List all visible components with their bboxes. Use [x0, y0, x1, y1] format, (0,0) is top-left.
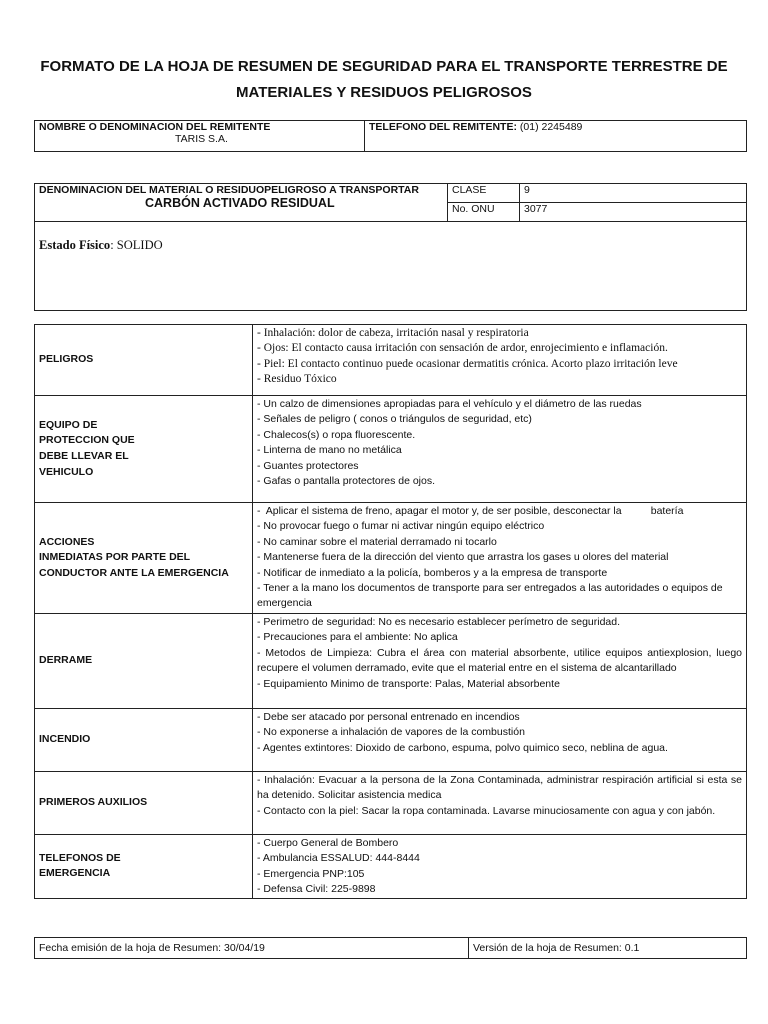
section-content — [253, 835, 747, 899]
section-line: - Perimetro de seguridad: No es necesario establecer perímetro de seguridad. — [257, 616, 621, 628]
sender-table — [34, 120, 747, 152]
section-line: - Ambulancia ESSALUD: 444-8444 — [257, 852, 420, 865]
section-line: - Contacto con la piel: Sacar la ropa contaminada. Lavarse minuciosamente con agua y con jabón. — [257, 804, 716, 817]
section-line: - Debe ser atacado por personal entrenado en incendios — [257, 711, 520, 723]
class-value: 9 — [520, 184, 747, 203]
section-label: PELIGROS — [35, 325, 253, 396]
section-label: INCENDIO — [35, 709, 253, 772]
section-label: TELEFONOS DE EMERGENCIA — [35, 835, 253, 899]
section-line: - Señales de peligro ( conos o triángulos de seguridad, etc) — [257, 413, 532, 426]
sender-phone-value: (01) 2245489 — [519, 121, 583, 133]
section-line: - Inhalación: dolor de cabeza, irritación nasal y respiratoria — [257, 327, 529, 339]
section-line: - No exponerse a inhalación de vapores de la combustión — [257, 726, 525, 739]
footer-table — [34, 937, 747, 959]
material-name-cell — [35, 184, 448, 222]
section-line: - Metodos de Limpieza: Cubra el área con material absorbente, utilice equipos antiexplosion, luego recupere el volumen derramado, evite que el material entre en el sistema de alcantarillado — [257, 646, 742, 675]
section-line: - Tener a la mano los documentos de transporte para ser entregados a las autoridades o equipos de emergencia — [257, 582, 723, 610]
section-line: - No caminar sobre el material derramado ni tocarlo — [257, 535, 497, 548]
physical-state-label: Estado Físico — [39, 238, 111, 252]
section-line: - Ojos: El contacto causa irritación con sensación de ardor, enrojecimiento e inflamación. — [257, 342, 668, 355]
section-line: - Emergencia PNP:105 — [257, 867, 365, 880]
section-equipo — [35, 396, 747, 503]
section-content — [253, 772, 747, 835]
section-line: - Equipamiento Minimo de transporte: Palas, Material absorbente — [257, 677, 560, 690]
section-line: - Aplicar el sistema de freno, apagar el motor y, de ser posible, desconectar la batería — [257, 505, 684, 517]
document-version: Versión de la hoja de Resumen: 0.1 — [469, 938, 747, 959]
sender-phone-cell — [365, 121, 747, 152]
section-line: - Piel: El contacto continuo puede ocasionar dermatitis crónica. Acorto plazo irritación leve — [257, 357, 678, 370]
section-primeros-auxilios — [35, 772, 747, 835]
section-line: - Mantenerse fuera de la dirección del viento que arrastra los gases u olores del material — [257, 551, 669, 564]
title-line-2: MATERIALES Y RESIDUOS PELIGROSOS — [236, 84, 532, 101]
material-label: DENOMINACION DEL MATERIAL O RESIDUOPELIGROSO A TRANSPORTAR — [39, 184, 419, 196]
sender-phone-label: TELEFONO DEL REMITENTE: — [369, 121, 517, 133]
section-content — [253, 614, 747, 709]
material-table — [34, 183, 747, 311]
section-line: - Residuo Tóxico — [257, 373, 337, 386]
document-title — [40, 54, 728, 106]
section-incendio — [35, 709, 747, 772]
section-line: - Un calzo de dimensiones apropiadas para el vehículo y el diámetro de las ruedas — [257, 398, 642, 410]
section-acciones — [35, 503, 747, 614]
sender-name-value: TARIS S.A. — [175, 133, 228, 145]
section-label: ACCIONES INMEDIATAS POR PARTE DEL CONDUCTOR ANTE LA EMERGENCIA — [35, 503, 253, 614]
section-label: PRIMEROS AUXILIOS — [35, 772, 253, 835]
section-line: - Linterna de mano no metálica — [257, 444, 402, 457]
onu-value: 3077 — [520, 203, 747, 222]
section-content — [253, 503, 747, 614]
section-line: - Defensa Civil: 225-9898 — [257, 883, 376, 896]
physical-state-cell — [35, 222, 747, 311]
class-label: CLASE — [448, 184, 520, 203]
physical-state-value: : SOLIDO — [110, 238, 163, 252]
sender-name-cell — [35, 121, 365, 152]
section-label: EQUIPO DE PROTECCION QUE DEBE LLEVAR EL VEHICULO — [35, 396, 253, 503]
safety-sections-table — [34, 324, 747, 899]
issue-date: Fecha emisión de la hoja de Resumen: 30/04/19 — [35, 938, 469, 959]
section-content — [253, 709, 747, 772]
material-name: CARBÓN ACTIVADO RESIDUAL — [145, 196, 335, 210]
section-line: - No provocar fuego o fumar ni activar ningún equipo eléctrico — [257, 520, 545, 533]
section-line: - Inhalación: Evacuar a la persona de la Zona Contaminada, administrar respiración artificial si esta se ha detenido. Solicitar asistencia medica — [257, 774, 742, 802]
section-line: - Chalecos(s) o ropa fluorescente. — [257, 428, 416, 441]
section-content — [253, 325, 747, 396]
section-line: - Notificar de inmediato a la policía, bomberos y a la empresa de transporte — [257, 566, 608, 579]
section-line: - Gafas o pantalla protectores de ojos. — [257, 475, 436, 488]
onu-label: No. ONU — [448, 203, 520, 222]
section-line: - Guantes protectores — [257, 459, 359, 472]
section-telefonos — [35, 835, 747, 899]
section-content — [253, 396, 747, 503]
section-peligros — [35, 325, 747, 396]
section-line: - Agentes extintores: Dioxido de carbono, espuma, polvo quimico seco, neblina de agua. — [257, 741, 668, 754]
section-derrame — [35, 614, 747, 709]
sender-name-label: NOMBRE O DENOMINACION DEL REMITENTE — [39, 121, 271, 133]
title-line-1: FORMATO DE LA HOJA DE RESUMEN DE SEGURIDAD PARA EL TRANSPORTE TERRESTRE DE — [40, 58, 728, 75]
section-line: - Cuerpo General de Bombero — [257, 837, 399, 849]
section-label: DERRAME — [35, 614, 253, 709]
section-line: - Precauciones para el ambiente: No aplica — [257, 631, 458, 644]
